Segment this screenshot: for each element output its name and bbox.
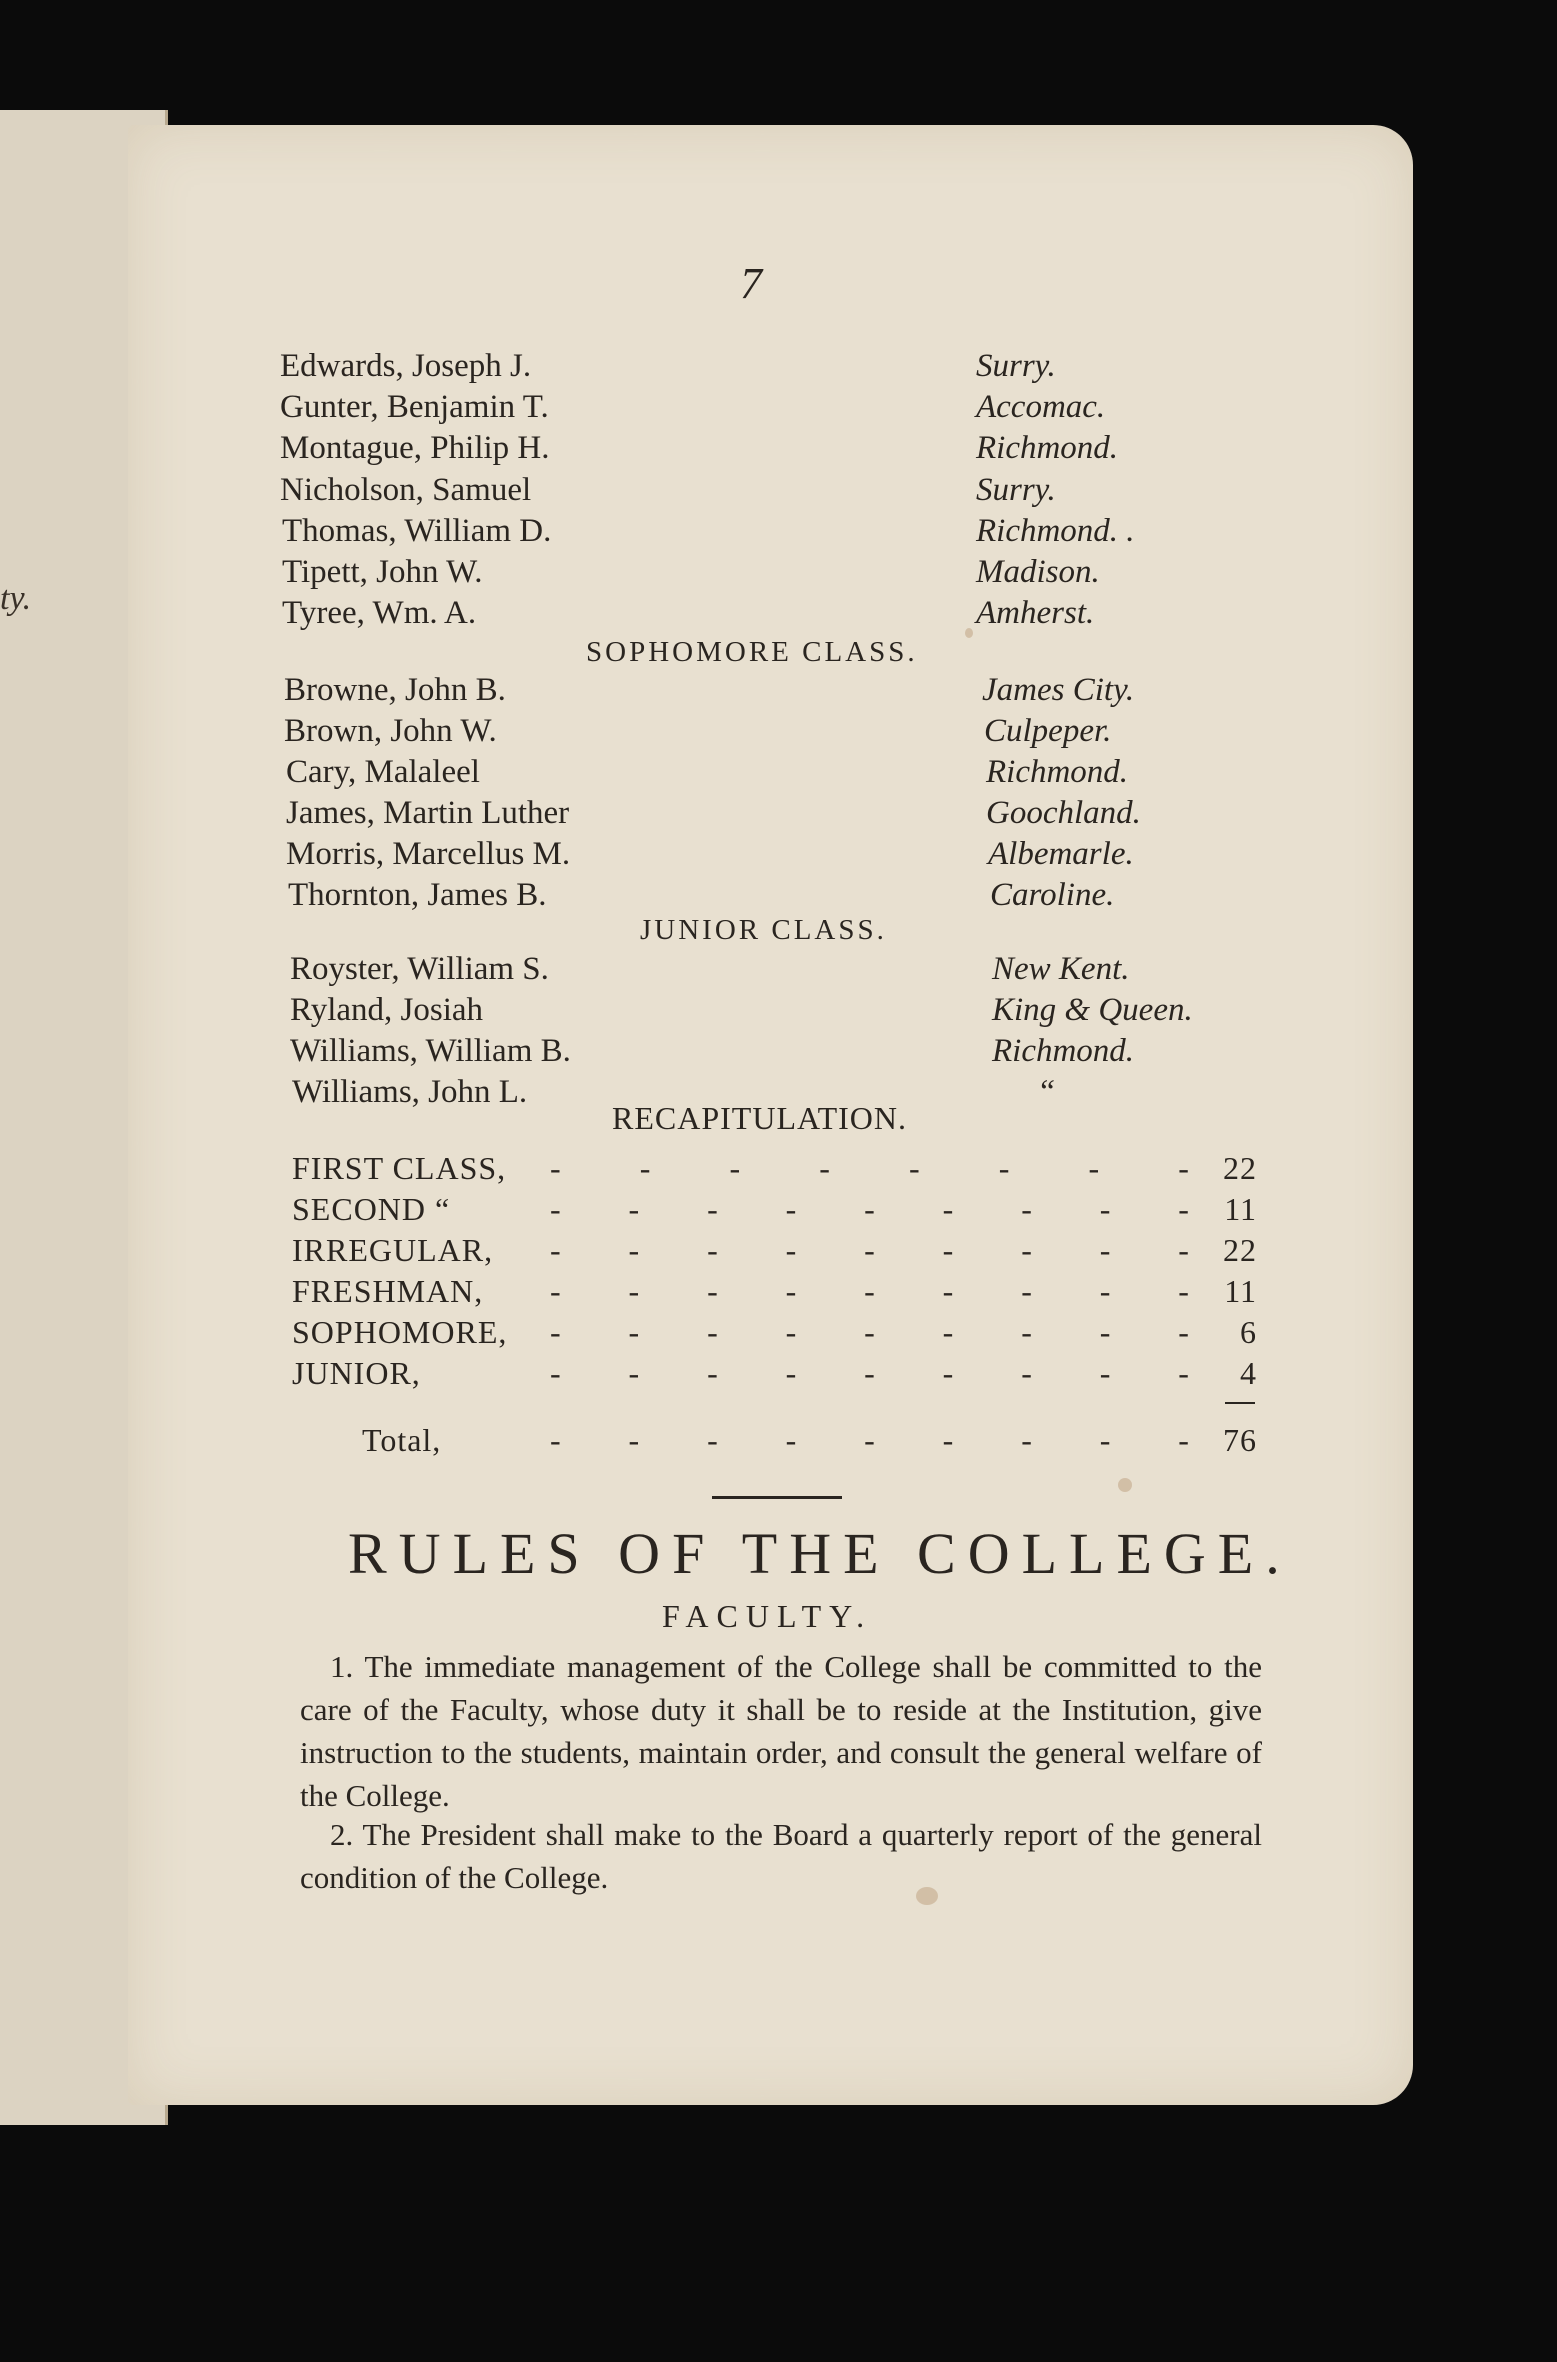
student-name: Ryland, Josiah	[290, 992, 484, 1028]
student-name: Thornton, James B.	[288, 877, 547, 913]
leader-dashes: - - - - - - - -	[550, 1150, 1190, 1186]
leader-dashes: - - - - - - - - -	[550, 1422, 1190, 1458]
leader-dashes: - - - - - - - - -	[550, 1355, 1190, 1391]
total-value: 76	[1223, 1422, 1257, 1458]
recap-row	[292, 1191, 1257, 1231]
student-county: Goochland.	[986, 795, 1141, 831]
faculty-heading: FACULTY.	[662, 1598, 873, 1634]
recap-value: 4	[1240, 1355, 1257, 1391]
student-name: Williams, William B.	[290, 1033, 571, 1069]
recap-value: 22	[1223, 1150, 1257, 1186]
student-name: Tipett, John W.	[282, 554, 483, 590]
student-county: Amherst.	[976, 595, 1095, 631]
student-county: Richmond.	[992, 1033, 1135, 1069]
class-heading-sophomore: SOPHOMORE CLASS.	[586, 636, 918, 668]
recap-value: 6	[1240, 1314, 1257, 1350]
student-name: Williams, John L.	[292, 1074, 528, 1110]
student-county: Culpeper.	[984, 713, 1112, 749]
recap-row	[292, 1273, 1257, 1313]
student-county: Accomac.	[976, 389, 1106, 425]
recap-label: JUNIOR,	[292, 1355, 421, 1391]
student-county: New Kent.	[992, 951, 1130, 987]
student-county: Madison.	[976, 554, 1100, 590]
recap-label: SECOND “	[292, 1191, 451, 1227]
rule-text: 2. The President shall make to the Board a quarterly report of the general condition of the College.	[300, 1817, 1262, 1895]
student-county: Surry.	[976, 472, 1056, 508]
recap-total-row	[292, 1422, 1257, 1462]
student-county: Surry.	[976, 348, 1056, 384]
student-name: Tyree, Wm. A.	[282, 595, 477, 631]
student-name: James, Martin Luther	[286, 795, 570, 831]
student-name: Browne, John B.	[284, 672, 506, 708]
recap-row	[292, 1355, 1257, 1395]
student-county: Richmond.	[976, 430, 1119, 466]
facing-page-fragment: ty.	[0, 580, 32, 617]
student-county: Caroline.	[990, 877, 1115, 913]
recap-label: FIRST CLASS,	[292, 1150, 507, 1186]
rule-paragraph	[300, 1645, 1262, 1817]
student-name: Brown, John W.	[284, 713, 497, 749]
rule-text: 1. The immediate management of the College shall be committed to the care of the Faculty, whose duty it shall be to reside at the Institution, give instruction to the students, maintain order, and consult the general welfare of the College.	[300, 1649, 1262, 1813]
leader-dashes: - - - - - - - - -	[550, 1314, 1190, 1350]
leader-dashes: - - - - - - - - -	[550, 1191, 1190, 1227]
recap-row	[292, 1150, 1257, 1190]
recap-label: IRREGULAR,	[292, 1232, 494, 1268]
rule-paragraph	[300, 1813, 1262, 1899]
recap-row	[292, 1232, 1257, 1272]
student-county: James City.	[982, 672, 1135, 708]
recap-label: FRESHMAN,	[292, 1273, 484, 1309]
leader-dashes: - - - - - - - - -	[550, 1232, 1190, 1268]
recap-row	[292, 1314, 1257, 1354]
student-name: Edwards, Joseph J.	[280, 348, 532, 384]
student-name: Cary, Malaleel	[286, 754, 480, 790]
total-label: Total,	[362, 1422, 442, 1458]
student-county: Richmond.	[986, 754, 1129, 790]
student-name: Thomas, William D.	[282, 513, 552, 549]
class-heading-junior: JUNIOR CLASS.	[640, 914, 887, 946]
recapitulation-heading: RECAPITULATION.	[612, 1100, 907, 1136]
student-name: Morris, Marcellus M.	[286, 836, 571, 872]
recap-value: 11	[1224, 1273, 1257, 1309]
recap-value: 22	[1223, 1232, 1257, 1268]
recap-value: 11	[1224, 1191, 1257, 1227]
total-rule	[1225, 1402, 1255, 1404]
student-county: Richmond. .	[976, 513, 1135, 549]
student-county: “	[1037, 1074, 1056, 1110]
student-county: King & Queen.	[992, 992, 1193, 1028]
page-number: 7	[740, 259, 762, 308]
section-divider	[712, 1496, 842, 1499]
rules-title: RULES OF THE COLLEGE.	[348, 1521, 1292, 1586]
student-name: Gunter, Benjamin T.	[280, 389, 549, 425]
student-name: Montague, Philip H.	[280, 430, 550, 466]
student-name: Royster, William S.	[290, 951, 549, 987]
recap-label: SOPHOMORE,	[292, 1314, 508, 1350]
leader-dashes: - - - - - - - - -	[550, 1273, 1190, 1309]
student-name: Nicholson, Samuel	[280, 472, 532, 508]
student-county: Albemarle.	[988, 836, 1134, 872]
